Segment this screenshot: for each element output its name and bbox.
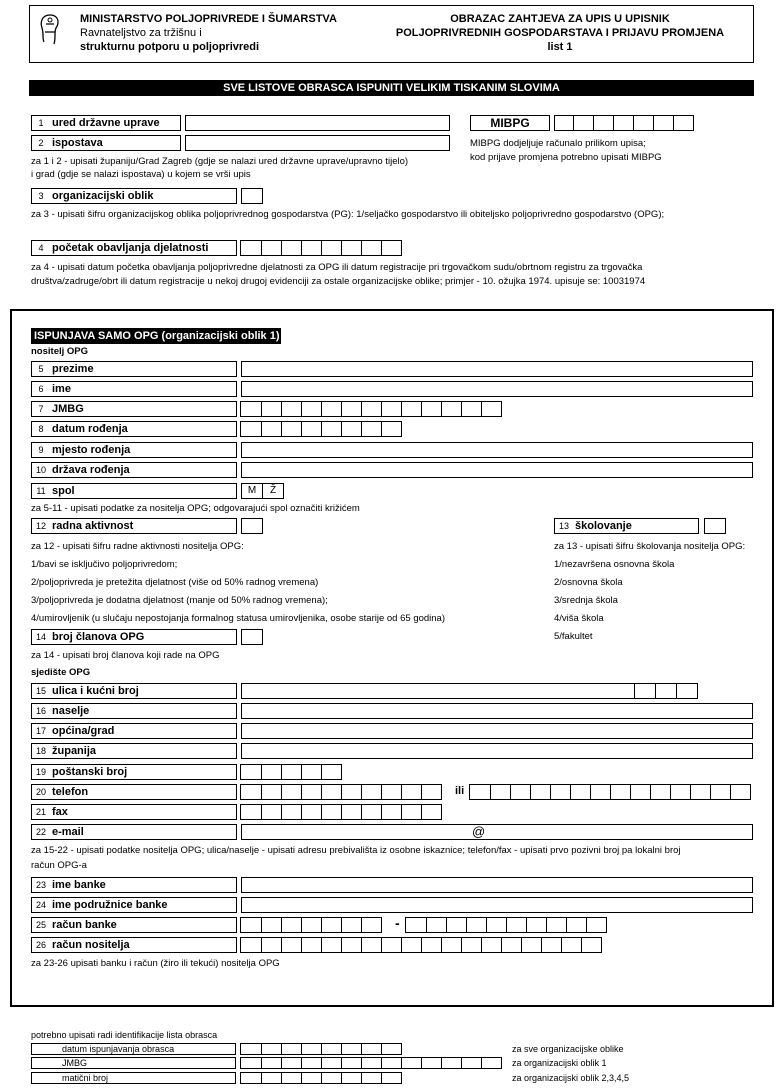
input-cell[interactable] [461,937,482,953]
input-cell[interactable] [630,784,651,800]
field-12-input[interactable] [241,518,263,534]
footer-date-note: za sve organizacijske oblike [512,1044,624,1054]
field-2-label: 2 ispostava [31,135,181,151]
input-cell[interactable] [321,784,342,800]
input-cell[interactable] [261,1043,282,1055]
input-cell[interactable] [381,1057,402,1069]
footer-mb-cells[interactable] [241,1072,402,1084]
input-cell[interactable] [341,917,362,933]
input-cell[interactable] [301,240,322,256]
field-25-label: 25 račun banke [31,917,237,933]
telefon-or-label: ili [455,785,465,797]
input-cell[interactable] [426,917,447,933]
input-cell[interactable] [240,804,262,820]
input-cell[interactable] [421,804,442,820]
field-20-label: 20 telefon [31,784,237,800]
input-cell[interactable] [361,917,382,933]
field-9-input[interactable] [241,442,753,458]
note-field-3: za 3 - upisati šifru organizacijskog oblika poljoprivrednog gospodarstva (PG): 1/seljačko gospodarstvo ili obiteljsko poljoprivredno gospodarstvo (OPG); [31,209,665,220]
department-line-2: strukturnu potporu u poljoprivredi [80,41,260,53]
input-cell[interactable] [381,401,402,417]
input-cell[interactable] [673,115,694,131]
field-7-cells[interactable] [241,401,502,417]
input-cell[interactable] [593,115,614,131]
input-cell[interactable] [401,401,422,417]
input-cell[interactable] [530,784,551,800]
input-cell[interactable] [401,937,422,953]
input-cell[interactable] [341,1043,362,1055]
input-cell[interactable] [301,1057,322,1069]
field-5-label: 5 prezime [31,361,237,377]
input-cell[interactable] [421,937,442,953]
note-field-13: za 13 - upisati šifru školovanja nositelja OPG: [554,541,746,552]
input-cell[interactable] [730,784,751,800]
input-cell[interactable] [281,764,302,780]
spol-m-checkbox[interactable] [241,483,263,499]
field-21-label: 21 fax [31,804,237,820]
nositelj-heading: nositelj OPG [31,346,89,357]
footer-jmbg-label: JMBG [31,1057,236,1069]
input-cell[interactable] [321,804,342,820]
note-field-4b: društva/zadruge/obrt ili datum registracije u nekoj drugoj evidenciji za ostale organizacijske oblike; primjer - 10. ožujka 1974. upisuje se: 10031974 [31,276,646,287]
input-cell[interactable] [610,784,631,800]
field-26-cells[interactable] [241,937,602,953]
input-cell[interactable] [261,937,282,953]
field-20-cells[interactable] [241,784,442,800]
input-cell[interactable] [361,421,382,437]
input-cell[interactable] [381,784,402,800]
input-cell[interactable] [481,1057,502,1069]
input-cell[interactable] [240,784,262,800]
field-7-label: 7 JMBG [31,401,237,417]
input-cell[interactable] [566,917,587,933]
input-cell[interactable] [361,240,382,256]
mibpg-label: MIBPG [470,115,550,131]
field-23-label: 23 ime banke [31,877,237,893]
footer-date-label: datum ispunjavanja obrasca [31,1043,236,1055]
field-13-input[interactable] [704,518,726,534]
input-cell[interactable] [401,1057,422,1069]
input-cell[interactable] [321,240,342,256]
field-3-input[interactable] [241,188,263,204]
input-cell[interactable] [541,937,562,953]
input-cell[interactable] [240,764,262,780]
input-cell[interactable] [570,784,591,800]
input-cell[interactable] [301,1043,322,1055]
input-cell[interactable] [301,784,322,800]
input-cell[interactable] [341,1072,362,1084]
field-12-label: 12 radna aktivnost [31,518,237,534]
input-cell[interactable] [461,1057,482,1069]
input-cell[interactable] [341,421,362,437]
input-cell[interactable] [240,1043,262,1055]
input-cell[interactable] [381,1043,402,1055]
input-cell[interactable] [321,421,342,437]
field-8-label: 8 datum rođenja [31,421,237,437]
field-25-bank-cells[interactable] [241,917,382,933]
input-cell[interactable] [281,1043,302,1055]
input-cell[interactable] [655,683,677,699]
field-18-label: 18 županija [31,743,237,759]
schooling-5: 5/fakultet [554,631,593,642]
input-cell[interactable] [521,937,542,953]
input-cell[interactable] [613,115,634,131]
input-cell[interactable] [261,401,282,417]
input-cell[interactable] [634,683,656,699]
input-cell[interactable] [361,1043,382,1055]
note-fields-1-2b: i grad (gdje se nalazi ispostava) u kojem se vrši upis [31,169,251,180]
input-cell[interactable] [240,421,262,437]
input-cell[interactable] [381,1072,402,1084]
racun-heading: račun OPG-a [31,860,87,871]
mibpg-cells[interactable] [555,115,694,131]
input-cell[interactable] [381,804,402,820]
field-15-input[interactable] [241,683,635,699]
email-at-sign: @ [472,824,486,839]
input-cell[interactable] [321,1072,342,1084]
input-cell[interactable] [421,1057,442,1069]
input-cell[interactable] [261,764,282,780]
note-fields-1-2a: za 1 i 2 - upisati županiju/Grad Zagreb (gdje se nalazi ured državne uprave/upravno tijelo) [31,156,409,167]
input-cell[interactable] [490,784,511,800]
footer-jmbg-note: za organizacijski oblik 1 [512,1058,607,1068]
field-1-label: 1 ured državne uprave [31,115,181,131]
input-cell[interactable] [281,1072,302,1084]
activity-2: 2/poljoprivreda je pretežita djelatnost (više od 50% radnog vremena) [31,577,319,588]
input-cell[interactable] [590,784,611,800]
input-cell[interactable] [573,115,594,131]
input-cell[interactable] [441,401,462,417]
input-cell[interactable] [281,784,302,800]
footer-jmbg-cells[interactable] [241,1057,502,1069]
input-cell[interactable] [501,937,522,953]
input-cell[interactable] [321,937,342,953]
schooling-3: 3/srednja škola [554,595,618,606]
input-cell[interactable] [301,1072,322,1084]
input-cell[interactable] [321,1057,342,1069]
input-cell[interactable] [301,917,322,933]
input-cell[interactable] [321,917,342,933]
form-title-3: list 1 [547,41,573,53]
input-cell[interactable] [341,1057,362,1069]
mibpg-note-2: kod prijave promjena potrebno upisati MIBPG [470,152,662,163]
opg-section-title: ISPUNJAVA SAMO OPG (organizacijski oblik 1) [31,328,281,344]
input-cell[interactable] [321,764,342,780]
footer-intro: potrebno upisati radi identifikacije lista obrasca [31,1030,218,1040]
ministry-logo [36,12,64,48]
input-cell[interactable] [381,240,402,256]
input-cell[interactable] [401,804,422,820]
input-cell[interactable] [321,401,342,417]
input-cell[interactable] [361,401,382,417]
input-cell[interactable] [321,1043,342,1055]
field-19-label: 19 poštanski broj [31,764,237,780]
input-cell[interactable] [446,917,467,933]
input-cell[interactable] [486,917,507,933]
input-cell[interactable] [281,401,302,417]
input-cell[interactable] [341,240,362,256]
field-16-label: 16 naselje [31,703,237,719]
field-24-input[interactable] [241,897,753,913]
field-15-label: 15 ulica i kućni broj [31,683,237,699]
field-5-input[interactable] [241,361,753,377]
input-cell[interactable] [240,1072,262,1084]
field-13-label: 13 školovanje [554,518,699,534]
input-cell[interactable] [341,784,362,800]
note-fields-15-22: za 15-22 - upisati podatke nositelja OPG; ulica/naselje - upisati adresu prebivališta iz osobne iskaznice; telefon/fax - upisati prvo pozivni broj pa lokalni broj [31,845,681,856]
input-cell[interactable] [240,1057,262,1069]
input-cell[interactable] [261,1057,282,1069]
field-2-input[interactable] [185,135,450,151]
input-cell[interactable] [441,937,462,953]
field-11-label: 11 spol [31,483,237,499]
schooling-1: 1/nezavršena osnovna škola [554,559,675,570]
note-fields-23-26: za 23-26 upisati banku i račun (žiro ili tekući) nositelja OPG [31,958,280,969]
input-cell[interactable] [301,401,322,417]
input-cell[interactable] [301,937,322,953]
field-4-cells[interactable] [241,240,402,256]
field-25-account-cells[interactable] [406,917,607,933]
input-cell[interactable] [650,784,671,800]
input-cell[interactable] [361,804,382,820]
input-cell[interactable] [281,1057,302,1069]
input-cell[interactable] [240,401,262,417]
field-14-label: 14 broj članova OPG [31,629,237,645]
input-cell[interactable] [466,917,487,933]
input-cell[interactable] [581,937,602,953]
account-dash: - [395,915,400,931]
activity-4: 4/umirovljenik (u slučaju nepostojanja formalnog statusa umirovljenika, osobe starije od 65 godina) [31,613,446,624]
field-6-label: 6 ime [31,381,237,397]
note-field-14: za 14 - upisati broj članova koji rade na OPG [31,650,220,661]
input-cell[interactable] [281,240,302,256]
field-22-label: 22 e-mail [31,824,237,840]
sjediste-heading: sjedište OPG [31,667,91,678]
field-17-input[interactable] [241,723,753,739]
input-cell[interactable] [361,1057,382,1069]
field-10-label: 10 država rođenja [31,462,237,478]
input-cell[interactable] [670,784,691,800]
input-cell[interactable] [506,917,527,933]
field-4-label: 4 početak obavljanja djelatnosti [31,240,237,256]
schooling-4: 4/viša škola [554,613,604,624]
input-cell[interactable] [469,784,491,800]
ministry-name: MINISTARSTVO POLJOPRIVREDE I ŠUMARSTVA [80,13,337,25]
input-cell[interactable] [676,683,698,699]
instruction-banner: SVE LISTOVE OBRASCA ISPUNITI VELIKIM TISKANIM SLOVIMA [29,80,754,96]
input-cell[interactable] [405,917,427,933]
field-19-cells[interactable] [241,764,342,780]
input-cell[interactable] [546,917,567,933]
input-cell[interactable] [301,421,322,437]
input-cell[interactable] [461,401,482,417]
footer-mb-label: matični broj [31,1072,236,1084]
activity-3: 3/poljoprivreda je dodatna djelatnost (manje od 50% radnog vremena); [31,595,328,606]
input-cell[interactable] [526,917,547,933]
input-cell[interactable] [710,784,731,800]
activity-1: 1/bavi se isključivo poljoprivredom; [31,559,178,570]
field-14-input[interactable] [241,629,263,645]
input-cell[interactable] [240,917,262,933]
field-17-label: 17 općina/grad [31,723,237,739]
input-cell[interactable] [341,804,362,820]
input-cell[interactable] [653,115,674,131]
field-26-label: 26 račun nositelja [31,937,237,953]
input-cell[interactable] [550,784,571,800]
form-title-2: POLJOPRIVREDNIH GOSPODARSTAVA I PRIJAVU PROMJENA [395,27,725,39]
footer-mb-note: za organizacijski oblik 2,3,4,5 [512,1073,630,1083]
input-cell[interactable] [261,240,282,256]
input-cell[interactable] [261,1072,282,1084]
field-3-label: 3 organizacijski oblik [31,188,237,204]
note-fields-5-11: za 5-11 - upisati podatke za nositelja OPG; odgovarajući spol označiti križićem [31,503,360,514]
field-22-input[interactable] [241,824,753,840]
input-cell[interactable] [586,917,607,933]
input-cell[interactable] [361,784,382,800]
input-cell[interactable] [281,421,302,437]
field-20-alt-cells[interactable] [470,784,751,800]
field-8-cells[interactable] [241,421,402,437]
schooling-2: 2/osnovna škola [554,577,623,588]
input-cell[interactable] [281,937,302,953]
input-cell[interactable] [381,937,402,953]
input-cell[interactable] [261,917,282,933]
mibpg-note-1: MIBPG dodjeljuje računalo prilikom upisa; [470,138,646,149]
note-field-12: za 12 - upisati šifru radne aktivnosti nositelja OPG: [31,541,244,552]
field-21-cells[interactable] [241,804,442,820]
input-cell[interactable] [261,804,282,820]
input-cell[interactable] [633,115,654,131]
input-cell[interactable] [481,401,502,417]
input-cell[interactable] [381,421,402,437]
input-cell[interactable] [240,937,262,953]
footer-date-cells[interactable] [241,1043,402,1055]
input-cell[interactable] [301,804,322,820]
input-cell[interactable] [261,784,282,800]
note-field-4a: za 4 - upisati datum početka obavljanja poljoprivredne djelatnosti za OPG ili datum registracije pri trgovačkom sudu/obrtnom registru za trgovačka [31,262,643,273]
input-cell[interactable] [281,804,302,820]
input-cell[interactable] [421,401,442,417]
spol-z-label: Ž [269,485,277,496]
field-23-input[interactable] [241,877,753,893]
input-cell[interactable] [240,240,262,256]
field-18-input[interactable] [241,743,753,759]
field-9-label: 9 mjesto rođenja [31,442,237,458]
field-1-input[interactable] [185,115,450,131]
input-cell[interactable] [401,784,422,800]
input-cell[interactable] [261,421,282,437]
input-cell[interactable] [441,1057,462,1069]
field-6-input[interactable] [241,381,753,397]
input-cell[interactable] [301,764,322,780]
field-24-label: 24 ime podružnice banke [31,897,237,913]
spol-m-label: M [247,485,257,496]
field-10-input[interactable] [241,462,753,478]
department-line-1: Ravnateljstvo za tržišnu i [80,27,202,39]
input-cell[interactable] [341,401,362,417]
input-cell[interactable] [510,784,531,800]
input-cell[interactable] [481,937,502,953]
input-cell[interactable] [690,784,711,800]
input-cell[interactable] [281,917,302,933]
input-cell[interactable] [561,937,582,953]
field-15-house-number-cells[interactable] [635,683,698,699]
input-cell[interactable] [361,1072,382,1084]
input-cell[interactable] [361,937,382,953]
spol-z-checkbox[interactable] [262,483,284,499]
input-cell[interactable] [421,784,442,800]
input-cell[interactable] [554,115,574,131]
form-title-1: OBRAZAC ZAHTJEVA ZA UPIS U UPISNIK [450,13,670,25]
field-16-input[interactable] [241,703,753,719]
input-cell[interactable] [341,937,362,953]
